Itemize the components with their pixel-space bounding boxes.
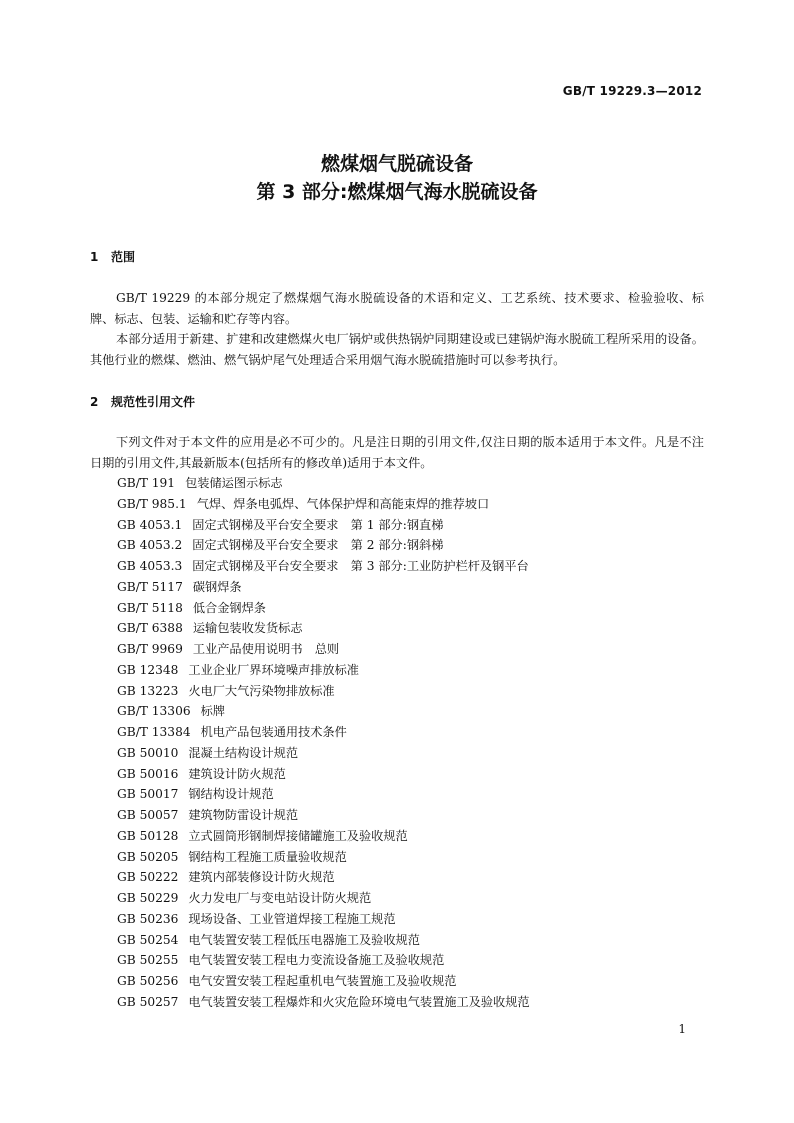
- paragraph: 本部分适用于新建、扩建和改建燃煤火电厂锅炉或供热锅炉同期建设或已建锅炉海水脱硫工程所采用的设备。其他行业的燃煤、燃油、燃气锅炉尾气处理适合采用烟气海水脱硫措施时可以参考执行。: [90, 332, 704, 367]
- reference-item: [117, 784, 530, 805]
- reference-title: 电气安置安装工程起重机电气装置施工及验收规范: [188, 974, 457, 988]
- reference-title: 电气装置安装工程电力变流设备施工及验收规范: [188, 953, 445, 968]
- reference-code: GB 50017: [117, 787, 179, 802]
- reference-code: GB/T 5117: [117, 579, 183, 594]
- reference-item: [117, 888, 530, 909]
- reference-code: GB 4053.2: [117, 538, 183, 553]
- reference-code: GB/T 13384: [117, 725, 191, 739]
- reference-title: 建筑物防雷设计规范: [188, 808, 299, 822]
- reference-title: 标牌: [200, 704, 225, 719]
- reference-item: [117, 909, 530, 930]
- reference-title: 建筑内部装修设计防火规范: [188, 870, 335, 885]
- standard-code: GB/T 19229.3—2012: [562, 84, 702, 98]
- reference-code: GB/T 5118: [117, 600, 183, 615]
- reference-item: [117, 930, 530, 951]
- page-number: 1: [678, 1022, 686, 1036]
- reference-item: [117, 660, 530, 681]
- reference-title: 工业产品使用说明书 总则: [192, 642, 340, 656]
- document-title: [0, 150, 794, 206]
- reference-item: [117, 639, 530, 660]
- reference-item: [117, 473, 530, 494]
- reference-item: [117, 535, 530, 556]
- reference-code: GB 50016: [117, 766, 179, 781]
- section-1-heading: [90, 249, 135, 265]
- reference-title: 混凝土结构设计规范: [188, 745, 299, 760]
- reference-item: [117, 992, 530, 1013]
- reference-title: 电气装置安装工程低压电器施工及验收规范: [188, 932, 420, 947]
- title-line-1: 燃煤烟气脱硫设备: [320, 153, 473, 175]
- reference-item: [117, 722, 530, 743]
- reference-code: GB/T 985.1: [117, 496, 187, 511]
- reference-code: GB 50236: [117, 911, 179, 926]
- reference-title: 碳钢焊条: [192, 579, 242, 594]
- reference-title: 现场设备、工业管道焊接工程施工规范: [188, 911, 396, 926]
- reference-code: GB 50254: [117, 932, 179, 947]
- reference-code: GB/T 13306: [117, 704, 191, 719]
- paragraph: 下列文件对于本文件的应用是必不可少的。凡是注日期的引用文件,仅注日期的版本适用于本文件。凡是不注日期的引用文件,其最新版本(包括所有的修改单)适用于本文件。: [90, 435, 704, 470]
- reference-code: GB 50256: [117, 974, 179, 988]
- reference-item: [117, 805, 530, 826]
- reference-item: [117, 618, 530, 639]
- reference-title: 机电产品包装通用技术条件: [200, 725, 347, 739]
- reference-code: GB 4053.3: [117, 559, 183, 573]
- normative-reference-list: [117, 473, 530, 1013]
- reference-item: [117, 950, 530, 971]
- reference-item: [117, 515, 530, 536]
- reference-title: 气焊、焊条电弧焊、气体保护焊和高能束焊的推荐坡口: [196, 496, 490, 511]
- reference-code: GB/T 191: [117, 476, 176, 490]
- reference-item: [117, 577, 530, 598]
- reference-title: 固定式钢梯及平台安全要求 第 2 部分:钢斜梯: [192, 538, 444, 553]
- reference-title: 运输包装收发货标志: [192, 621, 303, 636]
- reference-code: GB 50057: [117, 808, 179, 822]
- title-line-2: 第 3 部分:燃煤烟气海水脱硫设备: [256, 181, 538, 203]
- reference-title: 包装储运图示标志: [185, 476, 283, 490]
- reference-code: GB 50255: [117, 953, 179, 968]
- reference-title: 电气装置安装工程爆炸和火灾危险环境电气装置施工及验收规范: [188, 994, 530, 1009]
- reference-code: GB 50222: [117, 870, 179, 885]
- section-title: 范围: [111, 250, 136, 264]
- section-1-body: [90, 288, 704, 370]
- section-title: 规范性引用文件: [111, 395, 196, 409]
- reference-code: GB 50010: [117, 745, 179, 760]
- reference-title: 钢结构设计规范: [188, 787, 274, 802]
- reference-code: GB 50128: [117, 828, 179, 843]
- reference-item: [117, 598, 530, 619]
- section-number: 1: [90, 250, 99, 264]
- reference-title: 建筑设计防火规范: [188, 766, 286, 781]
- section-number: 2: [90, 395, 99, 409]
- paragraph: GB/T 19229 的本部分规定了燃煤烟气海水脱硫设备的术语和定义、工艺系统、技术要求、检验验收、标牌、标志、包装、运输和贮存等内容。: [90, 291, 704, 326]
- reference-item: [117, 556, 530, 577]
- reference-item: [117, 743, 530, 764]
- reference-item: [117, 867, 530, 888]
- reference-item: [117, 701, 530, 722]
- reference-item: [117, 494, 530, 515]
- reference-title: 钢结构工程施工质量验收规范: [188, 849, 347, 864]
- reference-item: [117, 971, 530, 992]
- reference-title: 低合金钢焊条: [192, 600, 266, 615]
- reference-code: GB 50229: [117, 891, 179, 905]
- reference-code: GB 50205: [117, 849, 179, 864]
- reference-title: 工业企业厂界环境噪声排放标准: [188, 662, 359, 677]
- reference-code: GB 13223: [117, 683, 179, 698]
- reference-item: [117, 681, 530, 702]
- section-2-heading: [90, 394, 195, 410]
- reference-item: [117, 826, 530, 847]
- reference-code: GB/T 9969: [117, 642, 183, 656]
- reference-title: 火电厂大气污染物排放标准: [188, 683, 335, 698]
- reference-item: [117, 847, 530, 868]
- reference-title: 火力发电厂与变电站设计防火规范: [188, 891, 372, 905]
- reference-title: 固定式钢梯及平台安全要求 第 1 部分:钢直梯: [192, 517, 444, 532]
- section-2-body: [90, 432, 704, 473]
- reference-code: GB 50257: [117, 994, 179, 1009]
- reference-code: GB 4053.1: [117, 517, 183, 532]
- reference-code: GB 12348: [117, 662, 179, 677]
- reference-item: [117, 764, 530, 785]
- reference-title: 立式圆筒形钢制焊接储罐施工及验收规范: [188, 828, 408, 843]
- reference-code: GB/T 6388: [117, 621, 183, 636]
- reference-title: 固定式钢梯及平台安全要求 第 3 部分:工业防护栏杆及钢平台: [192, 559, 529, 573]
